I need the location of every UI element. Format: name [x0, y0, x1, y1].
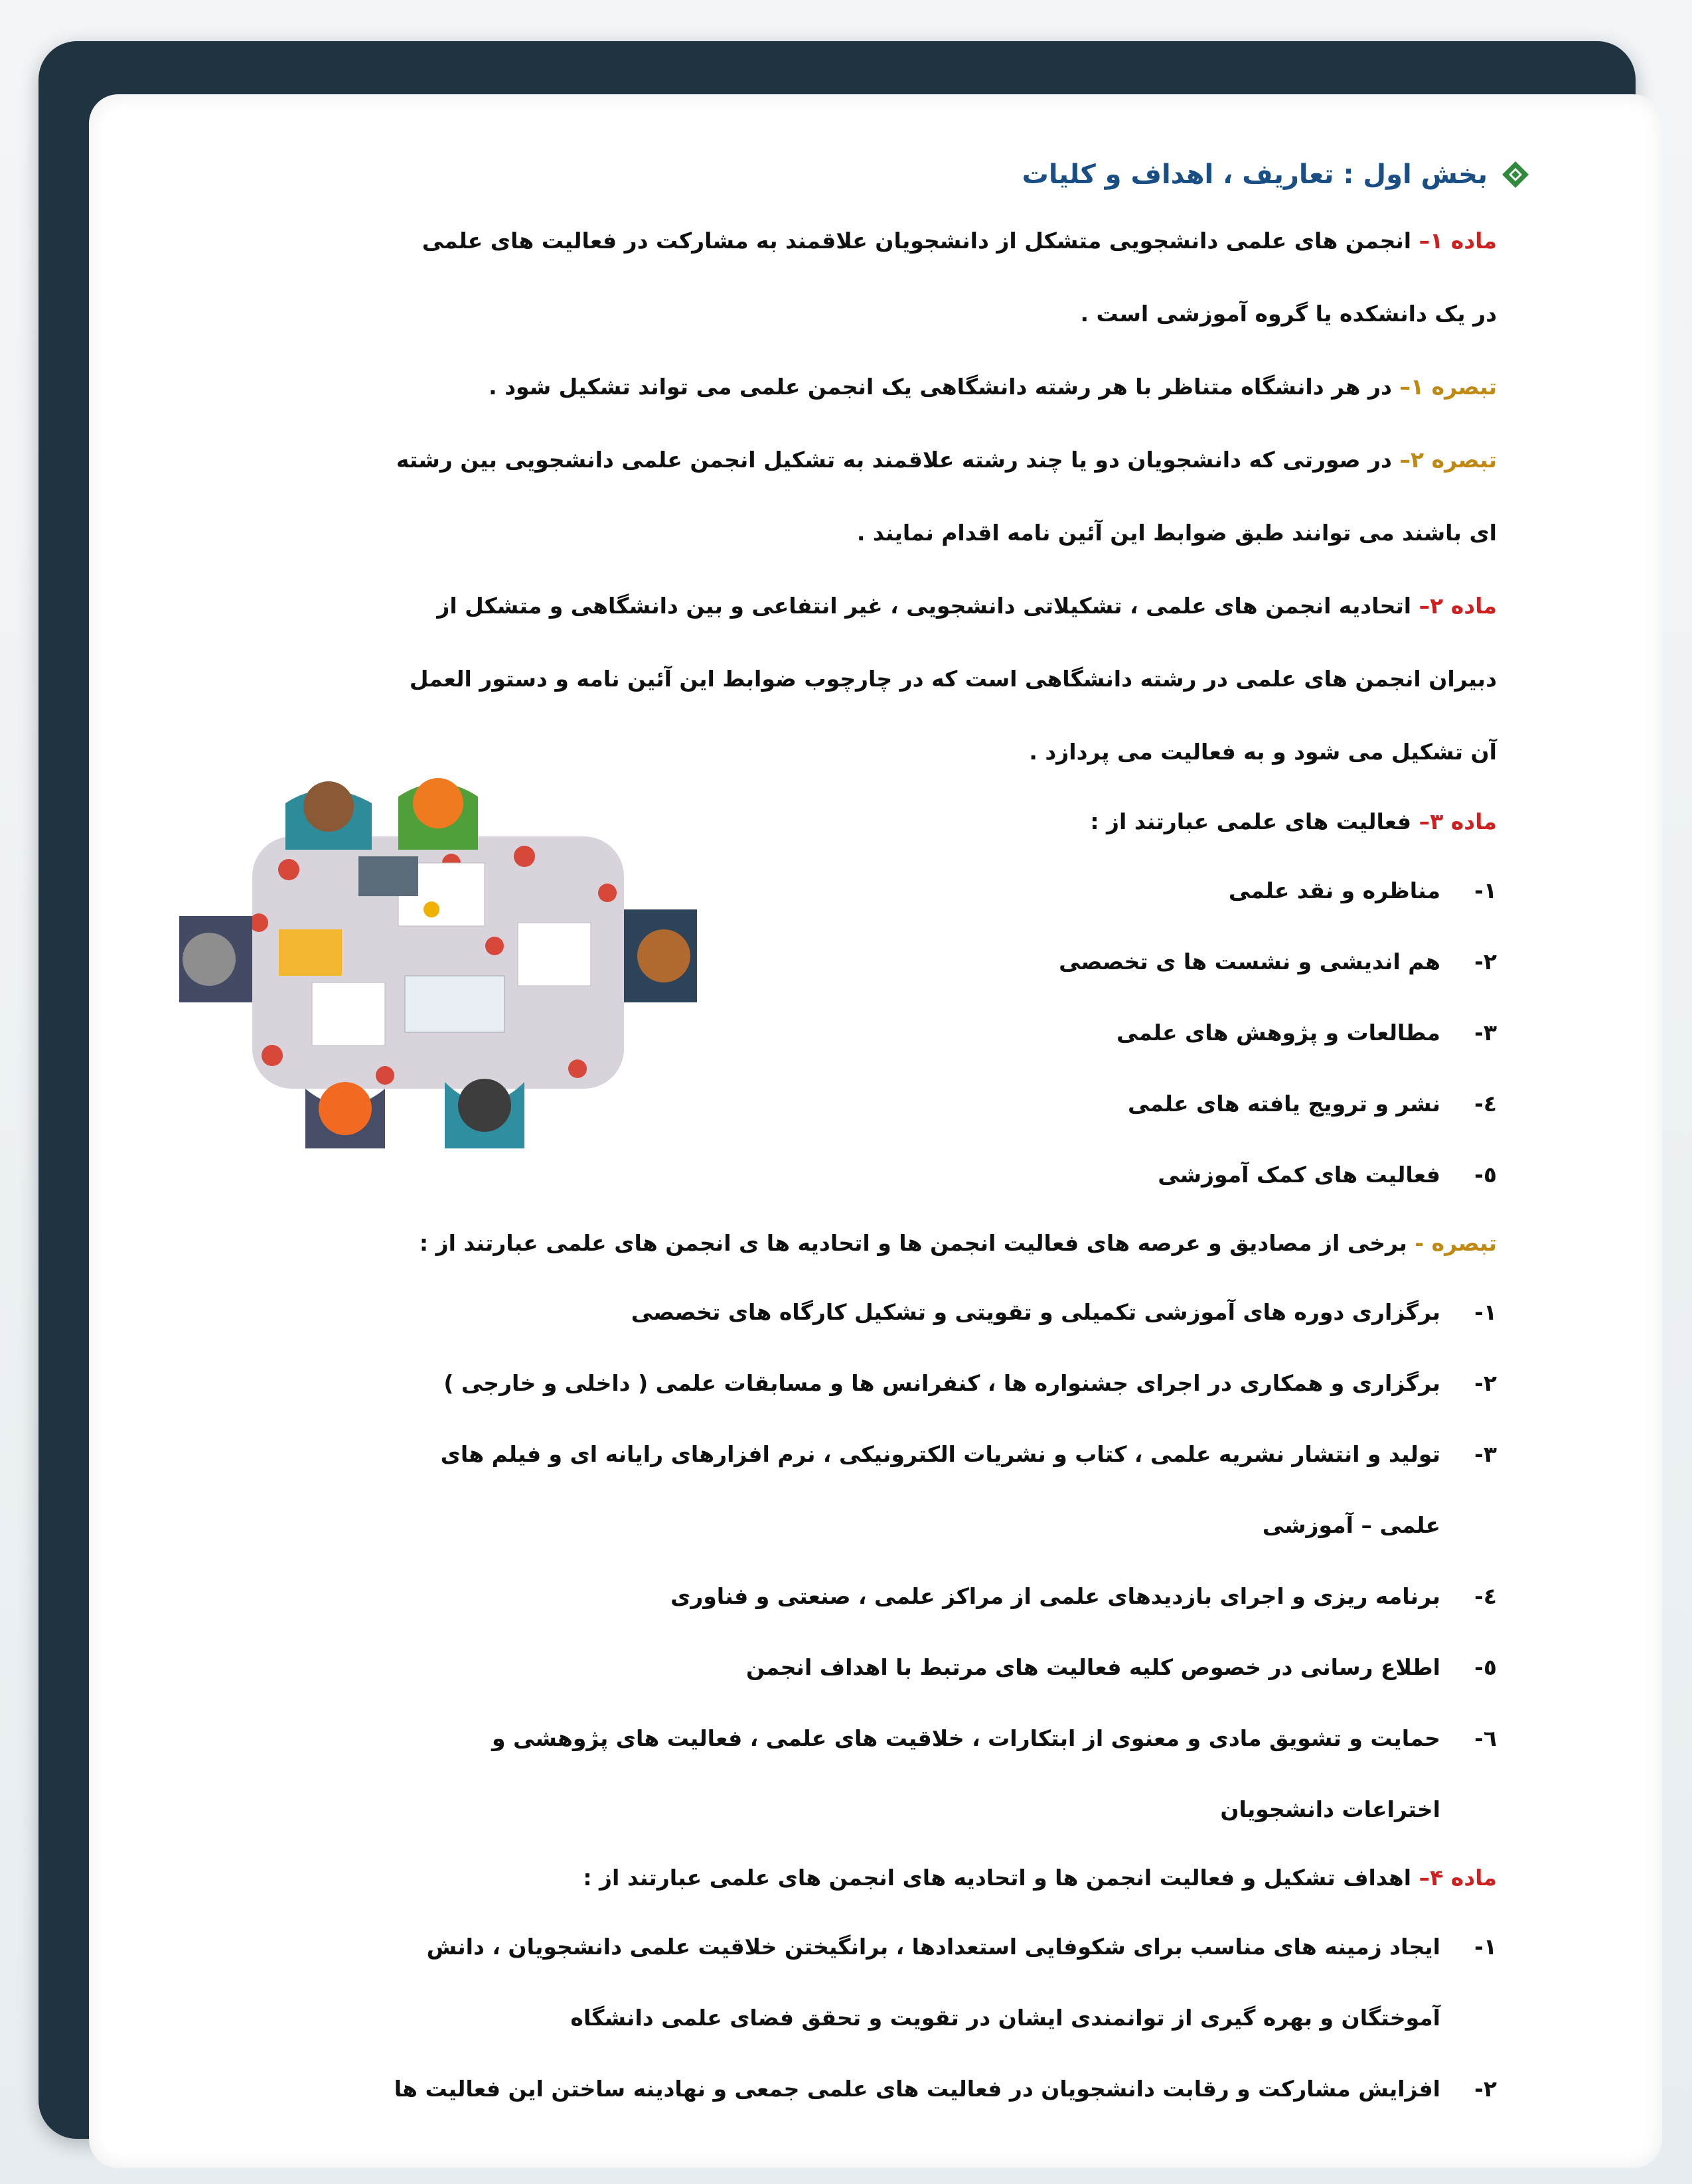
- item-text: اختراعات دانشجویان: [1220, 1796, 1440, 1822]
- note-3-list: [126, 1277, 1497, 1845]
- diamond-arrow-icon: [1501, 160, 1530, 189]
- item-number: ۳-: [1474, 1441, 1497, 1467]
- item-text: حمایت و تشویق مادی و معنوی از ابتکارات ، خلاقیت های علمی ، فعالیت های پژوهشی و: [492, 1725, 1440, 1751]
- article-label: ماده ۳–: [1419, 809, 1497, 834]
- note-2: [126, 424, 1497, 497]
- item-text: نشر و ترویج یافته های علمی: [1128, 1091, 1440, 1117]
- article-text: انجمن های علمی دانشجویی متشکل از دانشجویان علاقمند به مشارکت در فعالیت های علمی: [422, 228, 1419, 254]
- note-text: در هر دانشگاه متناظر با هر رشته دانشگاهی یک انجمن علمی می تواند تشکیل شود .: [489, 374, 1400, 400]
- list-item: [126, 926, 1497, 997]
- list-item: [126, 855, 1497, 926]
- article-2-cont2: آن تشکیل می شود و به فعالیت می پردازد .: [1029, 739, 1497, 765]
- article-label: ماده ۲–: [1419, 593, 1497, 619]
- item-number: ۲-: [1474, 2076, 1497, 2102]
- item-text: برنامه ریزی و اجرای بازدیدهای علمی از مراکز علمی ، صنعتی و فناوری: [670, 1583, 1440, 1609]
- note-text: در صورتی که دانشجویان دو یا چند رشته علاقمند به تشکیل انجمن علمی دانشجویی بین رشته: [396, 447, 1400, 473]
- article-label: ماده ۴–: [1419, 1865, 1497, 1891]
- item-text: مطالعات و پژوهش های علمی: [1116, 1020, 1440, 1046]
- note-3: [126, 1210, 1497, 1277]
- item-text: آموختگان و بهره گیری از توانمندی ایشان در تقویت و تحقق فضای علمی دانشگاه: [570, 2005, 1440, 2031]
- item-number: ۱-: [1474, 878, 1497, 903]
- article-2-cont1: دبیران انجمن های علمی در رشته دانشگاهی است که در چارچوب ضوابط این آئین نامه و دستور العمل: [409, 666, 1497, 692]
- list-item-cont: [126, 1982, 1497, 2053]
- article-1: [126, 204, 1497, 277]
- item-number: ۲-: [1474, 1370, 1497, 1396]
- item-number: ٥-: [1474, 1654, 1497, 1680]
- list-item: [126, 1632, 1497, 1703]
- item-text: تولید و انتشار نشریه علمی ، کتاب و نشریات الکترونیکی ، نرم افزارهای رایانه ای و فیلم های: [440, 1441, 1440, 1467]
- article-3-list: [126, 855, 1497, 1210]
- list-item-cont: [126, 1774, 1497, 1845]
- list-item: [126, 1419, 1497, 1490]
- item-text: برگزاری و همکاری در اجرای جشنواره ها ، کنفرانس ها و مسابقات علمی ( داخلی و خارجی ): [443, 1370, 1440, 1396]
- article-label: ماده ۱–: [1419, 228, 1497, 254]
- document-body: [126, 145, 1497, 2124]
- note-1: [126, 351, 1497, 424]
- list-item: [126, 1348, 1497, 1419]
- section-title: بخش اول : تعاریف ، اهداف و کلیات: [1022, 159, 1488, 190]
- article-text: اتحادیه انجمن های علمی ، تشکیلاتی دانشجویی ، غیر انتفاعی و بین دانشگاهی و متشکل از: [437, 593, 1419, 619]
- article-1-cont: در یک دانشکده یا گروه آموزشی است .: [1080, 301, 1497, 327]
- item-number: ۱-: [1474, 1299, 1497, 1325]
- item-text: مناظره و نقد علمی: [1228, 878, 1440, 903]
- list-item: [126, 1068, 1497, 1139]
- item-number: ٤-: [1474, 1583, 1497, 1609]
- list-item: [126, 2053, 1497, 2124]
- list-item: [126, 1561, 1497, 1632]
- item-text: علمی – آموزشی: [1262, 1512, 1440, 1538]
- list-item-cont: [126, 1490, 1497, 1561]
- item-text: فعالیت های کمک آموزشی: [1158, 1162, 1440, 1188]
- article-4-list: [126, 1911, 1497, 2124]
- note-2-cont: ای باشند می توانند طبق ضوابط این آئین نامه اقدام نمایند .: [856, 520, 1497, 546]
- item-number: ٤-: [1474, 1091, 1497, 1117]
- item-text: هم اندیشی و نشست ها ی تخصصی: [1059, 949, 1440, 975]
- article-text: اهداف تشکیل و فعالیت انجمن ها و اتحادیه های انجمن های علمی عبارتند از :: [583, 1865, 1419, 1891]
- article-text: فعالیت های علمی عبارتند از :: [1090, 809, 1419, 834]
- item-number: ۱-: [1474, 1934, 1497, 1960]
- item-number: ۲-: [1474, 949, 1497, 975]
- list-item: [126, 1277, 1497, 1348]
- note-label: تبصره -: [1415, 1230, 1497, 1256]
- item-text: اطلاع رسانی در خصوص کلیه فعالیت های مرتبط با اهداف انجمن: [745, 1654, 1440, 1680]
- article-4: [126, 1845, 1497, 1911]
- item-number: ٦-: [1474, 1725, 1497, 1751]
- section-heading: [126, 145, 1497, 204]
- list-item: [126, 1911, 1497, 1982]
- item-text: ایجاد زمینه های مناسب برای شکوفایی استعدادها ، برانگیختن خلاقیت علمی دانشجویان ، دانش: [426, 1934, 1440, 1960]
- note-label: تبصره ۱–: [1399, 374, 1497, 400]
- item-text: افزایش مشارکت و رقابت دانشجویان در فعالیت های علمی جمعی و نهادینه ساختن این فعالیت ها: [394, 2076, 1440, 2102]
- list-item: [126, 1703, 1497, 1774]
- article-3: [126, 789, 1497, 855]
- note-text: برخی از مصادیق و عرصه های فعالیت انجمن ها و اتحادیه ها ی انجمن های علمی عبارتند از :: [419, 1230, 1415, 1256]
- list-item: [126, 997, 1497, 1068]
- item-text: برگزاری دوره های آموزشی تکمیلی و تقویتی و تشکیل کارگاه های تخصصی: [631, 1299, 1440, 1325]
- list-item: [126, 1139, 1497, 1210]
- note-label: تبصره ۲–: [1399, 447, 1497, 473]
- article-2: [126, 570, 1497, 643]
- item-number: ٥-: [1474, 1162, 1497, 1188]
- item-number: ۳-: [1474, 1020, 1497, 1046]
